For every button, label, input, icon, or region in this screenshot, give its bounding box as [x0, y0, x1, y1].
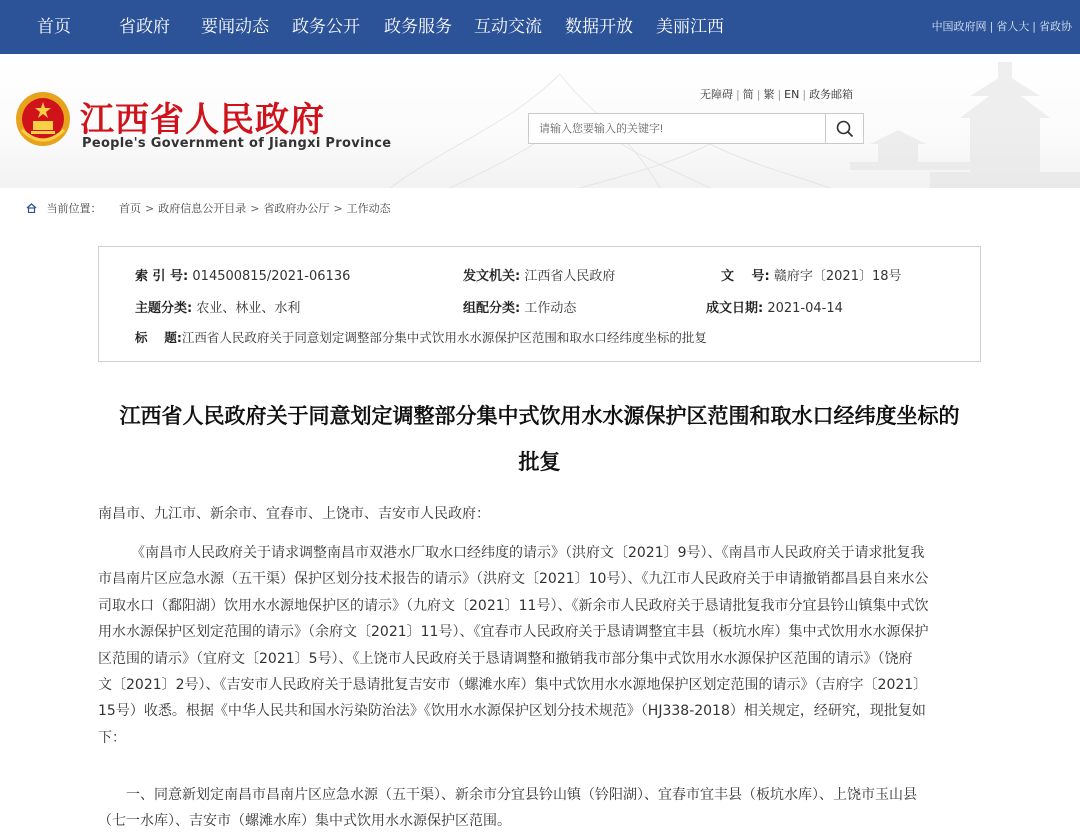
- link-accessibility[interactable]: 无障碍: [700, 88, 733, 101]
- document-info-box: [98, 246, 981, 362]
- nav-item-home[interactable]: 首页: [37, 17, 71, 37]
- info-date: 成文日期: 2021-04-14: [706, 301, 843, 316]
- site-title: 江西省人民政府: [80, 100, 325, 140]
- breadcrumb-home[interactable]: 首页: [119, 202, 141, 215]
- body-line: 下：: [98, 729, 126, 746]
- search-icon: [836, 120, 854, 138]
- link-provincial-cppcc[interactable]: 省政协: [1039, 20, 1072, 33]
- item-line: （七一水库）、吉安市（螺滩水库）集中式饮用水水源保护区范围。: [98, 813, 511, 830]
- article-body-paragraph: [98, 540, 981, 751]
- item-line: 一、同意新划定南昌市昌南片区应急水源（五干渠）、新余市分宜县钤山镇（钤阳湖）、宜春市宜丰县（板坑水库）、上饶市玉山县: [126, 787, 917, 803]
- nav-item-news[interactable]: 要闻动态: [201, 17, 269, 37]
- breadcrumb-info-catalog[interactable]: 政府信息公开目录: [158, 202, 247, 215]
- body-line: 文〔2021〕2号）、《吉安市人民政府关于恳请批复吉安市（螺滩水库）集中式饮用水水源地保护区划定范围的请示》（吉府字〔2021〕: [98, 676, 928, 693]
- nav-item-beautiful-jiangxi[interactable]: 美丽江西: [656, 17, 724, 37]
- body-line: 区范围的请示》（宜府文〔2021〕5号）、《上饶市人民政府关于恳请调整和撤销我市部分集中式饮用水水源保护区范围的请示》（饶府: [98, 650, 913, 667]
- link-provincial-congress[interactable]: 省人大: [996, 20, 1030, 33]
- search-button[interactable]: [825, 114, 863, 143]
- link-simplified[interactable]: 简: [742, 88, 754, 101]
- header-banner: [0, 54, 1080, 188]
- utility-links: 无障碍 | 简 | 繁 | EN | 政务邮箱: [700, 88, 854, 101]
- site-subtitle: People's Government of Jiangxi Province: [82, 136, 392, 151]
- top-nav-bar: [0, 0, 1080, 54]
- body-line: 《南昌市人民政府关于请求调整南昌市双港水厂取水口经纬度的请示》（洪府文〔2021〕9号）、《南昌市人民政府关于请求批复我: [131, 545, 925, 561]
- nav-item-province-gov[interactable]: 省政府: [119, 17, 170, 37]
- home-icon: [26, 203, 37, 213]
- info-index-no: 索 引 号: 014500815/2021-06136: [135, 269, 351, 284]
- nav-right-links: 中国政府网 | 省人大 | 省政协: [931, 20, 1072, 33]
- info-doc-number: 文 号: 赣府字〔2021〕18号: [721, 269, 902, 284]
- nav-item-gov-services[interactable]: 政务服务: [384, 17, 452, 37]
- breadcrumb-work-news[interactable]: 工作动态: [346, 202, 391, 215]
- national-emblem-icon: [14, 90, 72, 148]
- breadcrumb-label: 当前位置：: [46, 202, 102, 215]
- body-line: 司取水口（鄱阳湖）饮用水水源地保护区的请示》（九府文〔2021〕11号）、《新余市人民政府关于恳请批复我市分宜县钤山镇集中式饮: [98, 597, 929, 614]
- info-category: 组配分类: 工作动态: [463, 301, 577, 316]
- link-china-gov[interactable]: 中国政府网: [931, 20, 987, 33]
- body-line: 市昌南片区应急水源（五干渠）保护区划分技术报告的请示》（洪府文〔2021〕10号）、《九江市人民政府关于申请撤销都昌县自来水公: [98, 571, 929, 588]
- nav-item-open-data[interactable]: 数据开放: [565, 17, 633, 37]
- article-item-1: [98, 782, 981, 835]
- search-box: [528, 113, 864, 144]
- info-subject: 标 题:江西省人民政府关于同意划定调整部分集中式饮用水水源保护区范围和取水口经纬度坐标的批复: [135, 330, 707, 345]
- link-gov-mailbox[interactable]: 政务邮箱: [809, 88, 854, 101]
- article-title-line2: 批复: [518, 450, 561, 474]
- nav-item-gov-affairs-public[interactable]: 政务公开: [292, 17, 360, 37]
- body-line: 15号）收悉。根据《中华人民共和国水污染防治法》《饮用水水源保护区划分技术规范》（HJ338-2018）相关规定，经研究，现批复如: [98, 703, 926, 720]
- article-salutation: 南昌市、九江市、新余市、宜春市、上饶市、吉安市人民政府：: [98, 506, 490, 522]
- breadcrumb: 当前位置： 首页 > 政府信息公开目录 > 省政府办公厅 > 工作动态: [26, 200, 391, 216]
- info-topic: 主题分类: 农业、林业、水利: [135, 301, 301, 316]
- info-issuer: 发文机关: 江西省人民政府: [463, 269, 616, 284]
- article-title-line1: 江西省人民政府关于同意划定调整部分集中式饮用水水源保护区范围和取水口经纬度坐标的: [119, 404, 960, 428]
- link-english[interactable]: EN: [784, 88, 800, 101]
- breadcrumb-office[interactable]: 省政府办公厅: [263, 202, 330, 215]
- search-input[interactable]: [529, 114, 825, 143]
- body-line: 用水水源保护区划定范围的请示》（余府文〔2021〕11号）、《宜春市人民政府关于恳请调整宜丰县（板坑水库）集中式饮用水水源保护: [98, 624, 929, 641]
- nav-item-interaction[interactable]: 互动交流: [474, 17, 542, 37]
- link-traditional[interactable]: 繁: [763, 88, 775, 101]
